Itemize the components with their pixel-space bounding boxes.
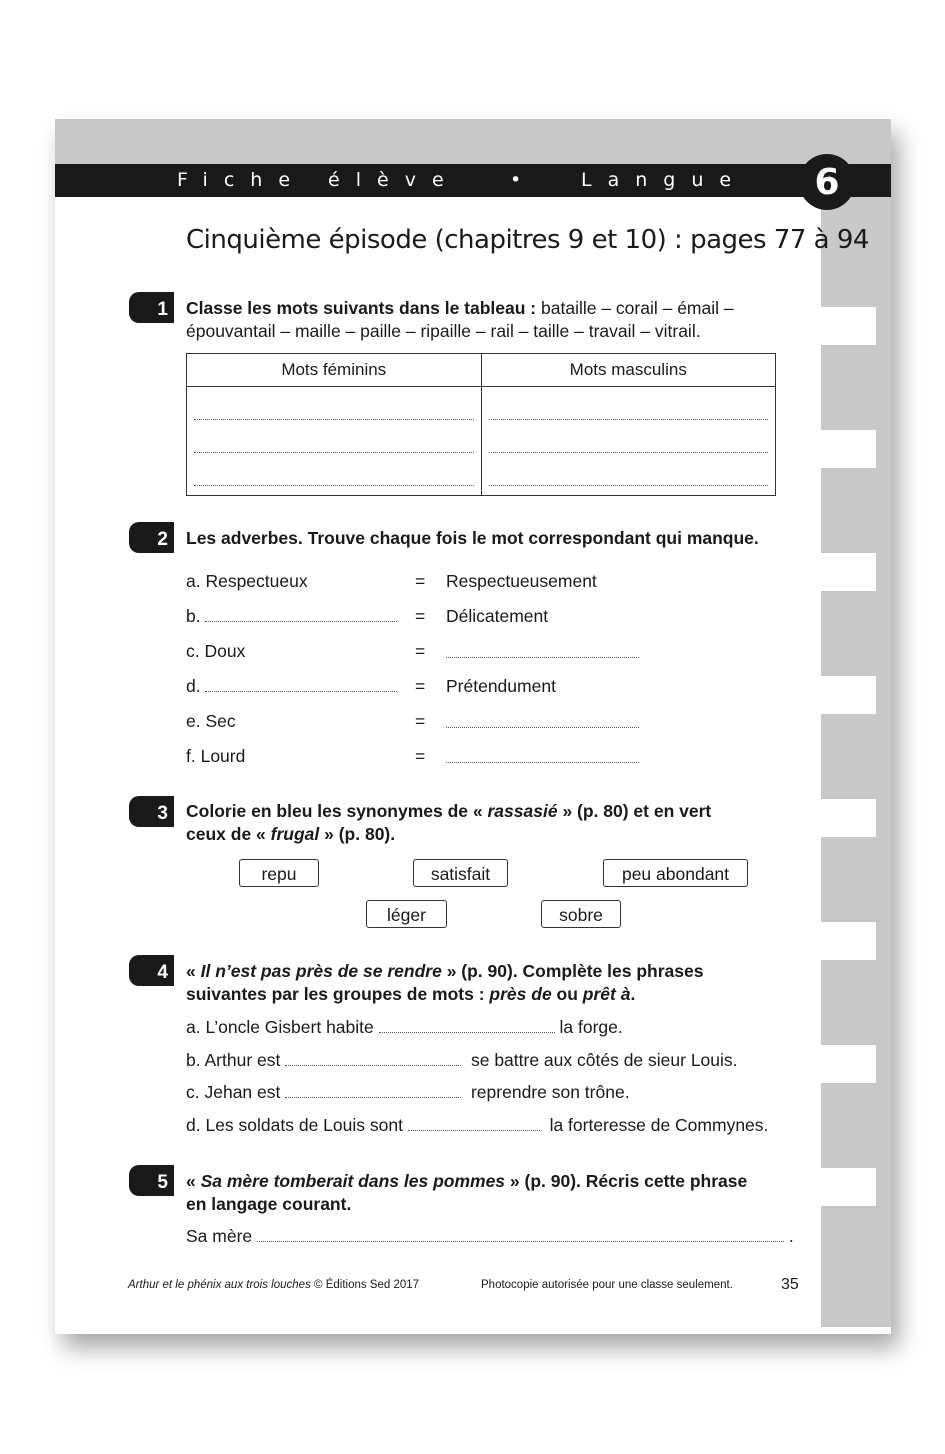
adverb-row: d. xyxy=(186,676,397,697)
side-tab xyxy=(821,430,876,468)
footer-notice: Photocopie autorisée pour une classe seulement. xyxy=(481,1279,733,1291)
adverb-answer: Prétendument xyxy=(446,676,556,696)
side-tab xyxy=(821,1168,876,1206)
word-classification-table xyxy=(186,353,776,496)
blank-line[interactable] xyxy=(285,1097,461,1098)
answer-line: Sa mère . xyxy=(186,1226,794,1246)
answer-cell-masculine[interactable] xyxy=(481,387,776,496)
band-label-right: Langue xyxy=(581,169,748,191)
worksheet-page xyxy=(55,119,891,1334)
blank-line[interactable] xyxy=(285,1065,461,1066)
word-box-satisfait[interactable]: satisfait xyxy=(413,859,508,887)
side-tab xyxy=(821,1045,876,1083)
question-2-text: Les adverbes. Trouve chaque fois le mot correspondant qui manque. xyxy=(186,528,759,548)
sentence-row: c. Jehan est reprendre son trône. xyxy=(186,1082,630,1102)
footer-credit: Arthur et le phénix aux trois louches © Éditions Sed 2017 xyxy=(128,1279,420,1291)
blank-answer[interactable] xyxy=(446,711,639,733)
adverb-row: c. Doux xyxy=(186,641,246,661)
page-number: 35 xyxy=(781,1276,799,1293)
equals-sign: = xyxy=(415,606,426,626)
blank-line[interactable] xyxy=(408,1130,540,1131)
blank-answer[interactable] xyxy=(446,746,639,768)
question-number: 4 xyxy=(129,955,174,986)
question-5-text: « Sa mère tomberait dans les pommes » (p. 90). Récris cette phrase en langage courant. xyxy=(186,1171,748,1214)
header-band xyxy=(55,164,891,197)
answer-cell-feminine[interactable] xyxy=(187,387,482,496)
equals-sign: = xyxy=(415,676,426,696)
question-number: 5 xyxy=(129,1165,174,1196)
band-separator: • xyxy=(510,169,538,191)
question-1-text: Classe les mots suivants dans le tableau : bataille – corail – émail – épouvantail – maille – paille – ripaille – rail – taille – travail – vitrail. xyxy=(186,298,734,341)
sheet-number-badge: 6 xyxy=(799,154,855,210)
side-tab xyxy=(821,307,876,345)
blank-line[interactable] xyxy=(205,691,397,692)
question-3-text: Colorie en bleu les synonymes de « rassasié » (p. 80) et en vert ceux de « frugal » (p. 80). xyxy=(186,801,712,844)
adverb-row: f. Lourd xyxy=(186,746,246,766)
side-tab xyxy=(821,922,876,960)
side-tab xyxy=(821,676,876,714)
equals-sign: = xyxy=(415,711,426,731)
side-tab xyxy=(821,553,876,591)
sentence-row: a. L’oncle Gisbert habite la forge. xyxy=(186,1017,623,1037)
word-box-peu-abondant[interactable]: peu abondant xyxy=(603,859,748,887)
blank-line[interactable] xyxy=(205,621,397,622)
question-number: 1 xyxy=(129,292,174,323)
equals-sign: = xyxy=(415,571,426,591)
question-4-text: « Il n’est pas près de se rendre » (p. 90). Complète les phrases suivantes par les groupes de mots : près de ou prêt à. xyxy=(186,961,704,1004)
side-tab-strip xyxy=(821,197,891,1327)
equals-sign: = xyxy=(415,641,426,661)
adverb-row: b. xyxy=(186,606,397,627)
question-number: 2 xyxy=(129,522,174,553)
word-box-sobre[interactable]: sobre xyxy=(541,900,621,928)
column-header-masculine: Mots masculins xyxy=(481,354,776,387)
word-box-leger[interactable]: léger xyxy=(366,900,447,928)
blank-line[interactable] xyxy=(257,1241,784,1242)
page-title: Cinquième épisode (chapitres 9 et 10) : pages 77 à 94 xyxy=(186,225,869,255)
band-label-left: Fiche élève xyxy=(177,169,460,191)
sentence-row: b. Arthur est se battre aux côtés de sieur Louis. xyxy=(186,1050,738,1070)
question-number: 3 xyxy=(129,796,174,827)
sentence-row: d. Les soldats de Louis sont la forteresse de Commynes. xyxy=(186,1115,769,1135)
blank-line[interactable] xyxy=(379,1032,555,1033)
side-tab xyxy=(821,799,876,837)
adverb-answer: Délicatement xyxy=(446,606,549,626)
word-box-repu[interactable]: repu xyxy=(239,859,319,887)
blank-answer[interactable] xyxy=(446,641,639,663)
adverb-row: a. Respectueux xyxy=(186,571,308,591)
adverb-row: e. Sec xyxy=(186,711,236,731)
equals-sign: = xyxy=(415,746,426,766)
top-margin-gray xyxy=(55,119,891,164)
adverb-answer: Respectueusement xyxy=(446,571,597,591)
column-header-feminine: Mots féminins xyxy=(187,354,482,387)
